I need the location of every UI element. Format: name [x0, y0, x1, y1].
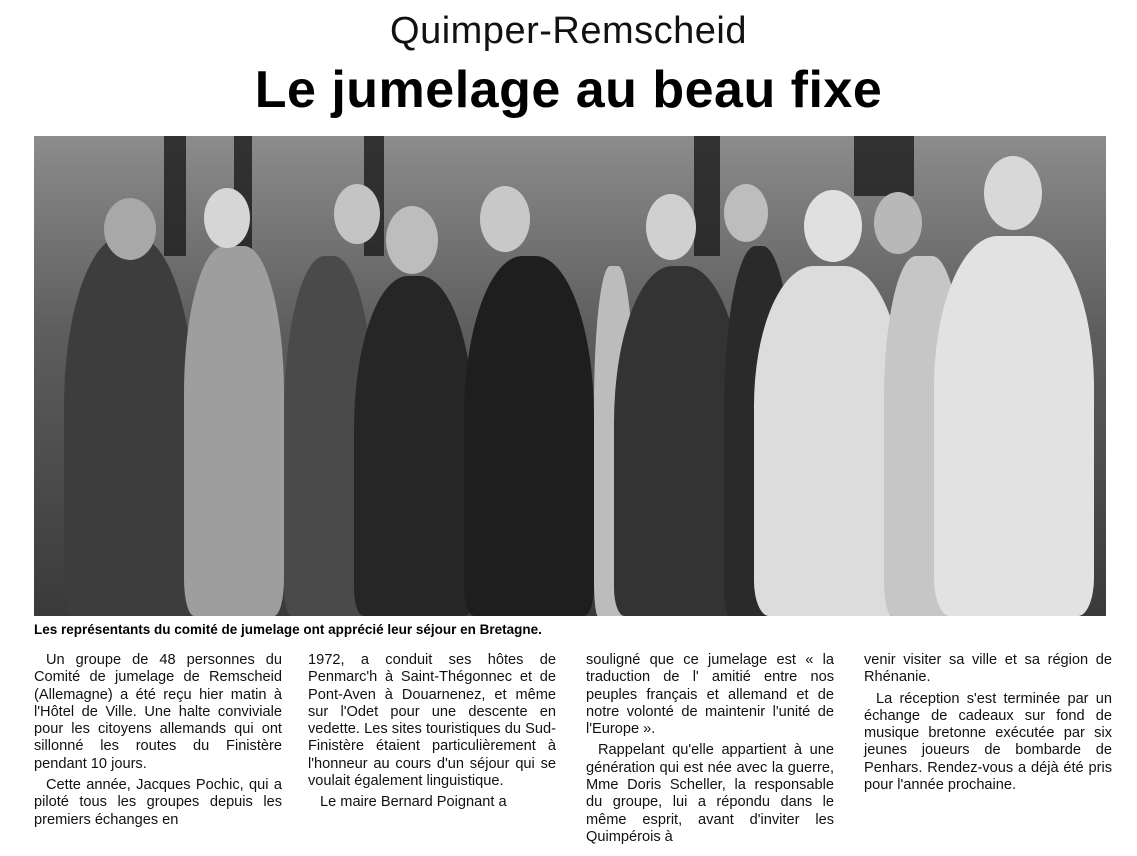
article-column-3: [586, 652, 834, 850]
column-paragraph: Cette année, Jacques Pochic, qui a piloté tous les groupes depuis les premiers échanges en: [34, 777, 282, 828]
article-column-2: [308, 652, 556, 816]
column-paragraph: La réception s'est terminée par un échange de cadeaux sur fond de musique bretonne exécutée par six jeunes joueurs de bombarde de Penhars. Rendez-vous a déjà été pris pour l'année prochaine.: [864, 690, 1112, 794]
column-paragraph: Rappelant qu'elle appartient à une génération qui est née avec la guerre, Mme Doris Scheller, la responsable du groupe, lui a répondu dans le même esprit, avant d'inviter les Quimpérois à: [586, 742, 834, 845]
column-paragraph: venir visiter sa ville et sa région de Rhénanie.: [864, 652, 1112, 686]
column-paragraph: 1972, a conduit ses hôtes de Penmarc'h à Saint-Thégonnec et de Pont-Aven à Douarnenez, et même sur l'Odet pour une descente en vedette. Les sites touristiques du Sud-Finistère étaient particulièrement à l'honneur au cours d'un séjour qui se voulait également linguistique.: [308, 652, 556, 790]
article-column-4: [864, 652, 1112, 798]
column-paragraph: Un groupe de 48 personnes du Comité de jumelage de Remscheid (Allemagne) a été reçu hier matin à l'Hôtel de Ville. Une halte conviviale pour les citoyens allemands qui ont sillonné les routes du Finistère pendant 10 jours.: [34, 652, 282, 772]
photo-caption: Les représentants du comité de jumelage ont apprécié leur séjour en Bretagne.: [34, 622, 542, 637]
column-paragraph: Le maire Bernard Poignant a: [320, 794, 507, 811]
article-kicker: Quimper-Remscheid: [390, 10, 747, 52]
article-column-1: [34, 652, 282, 833]
article-photo: [34, 136, 1106, 616]
column-paragraph: souligné que ce jumelage est « la traduction de l' amitié entre nos peuples français et allemand et de notre volonté de maintenir l'unité de l'Europe ».: [586, 652, 834, 738]
article-headline: Le jumelage au beau fixe: [254, 61, 883, 119]
